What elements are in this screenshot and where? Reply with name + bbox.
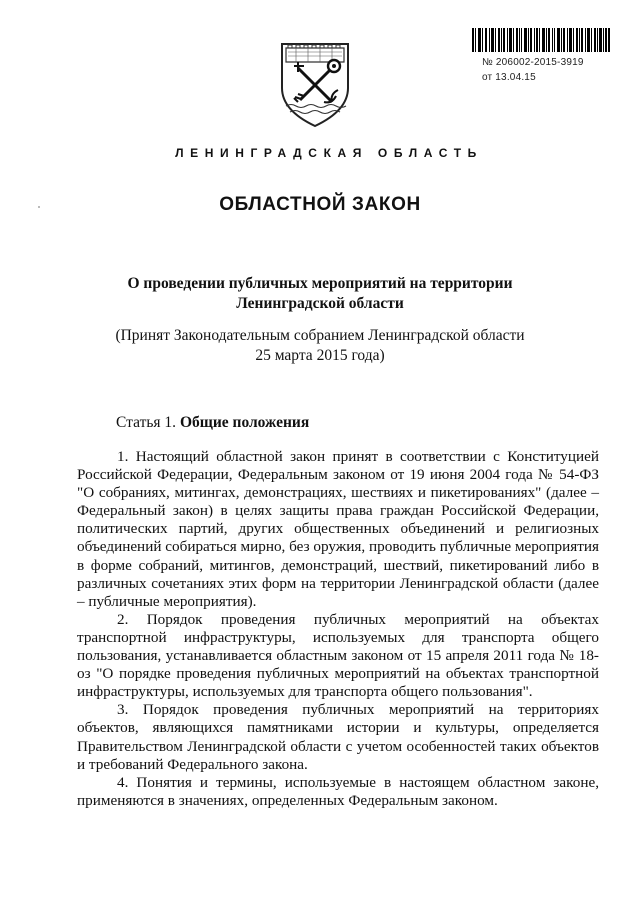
registration-number: № 206002-2015-3919 [482,57,584,68]
article-title: Общие положения [179,414,310,431]
law-title-line-1: О проведении публичных мероприятий на территории [127,275,513,292]
barcode-icon [472,28,610,52]
region-heading: ЛЕНИНГРАДСКАЯ ОБЛАСТЬ [175,146,483,160]
registration-date: от 13.04.15 [482,72,536,83]
law-title-line-2: Ленинградской области [236,295,404,312]
law-type-heading: ОБЛАСТНОЙ ЗАКОН [219,194,421,215]
article-label: Статья 1. [116,414,177,431]
paragraph-2: 2. Порядок проведения публичных мероприятий на объектах транспортной инфраструктуры, используемых для транспорта общего пользования, устанавливается областным законом от 15 апреля 2011 года № 18-оз "О порядке проведения публичных мероприятий на объектах транспортной инфраструктуры, используемых для транспорта общего пользования". [77,610,599,701]
adoption-note [0,326,640,366]
adoption-note-line-2: 25 марта 2015 года) [255,347,385,364]
law-title [0,274,640,314]
paragraph-4: 4. Понятия и термины, используемые в настоящем областном законе, применяются в значениях, определенных Федеральным законом. [77,773,599,809]
adoption-note-line-1: (Принят Законодательным собранием Ленинградской области [115,327,525,344]
leningrad-oblast-coat-of-arms-icon [276,40,354,128]
paragraph-1: 1. Настоящий областной закон принят в соответствии с Конституцией Российской Федерации, Федеральным законом от 19 июня 2004 года № 54-ФЗ "О собраниях, митингах, демонстрациях, шествиях и пикетированиях" (далее – Федеральный закон) в целях защиты права граждан Российской Федерации, политических партий, других общественных объединений и религиозных объединений собираться мирно, без оружия, проводить публичные мероприятия в форме собраний, митингов, демонстраций, шествий, пикетирований либо в различных сочетаниях этих форм на территории Ленинградской области (далее – публичные мероприятия). [77,448,599,610]
paragraph-3: 3. Порядок проведения публичных мероприятий на территориях объектов, являющихся памятниками истории и культуры, определяется Правительством Ленинградской области с учетом особенностей таких объектов и требований Федерального закона. [77,701,599,773]
article-body [77,448,599,810]
article-heading [116,414,309,432]
